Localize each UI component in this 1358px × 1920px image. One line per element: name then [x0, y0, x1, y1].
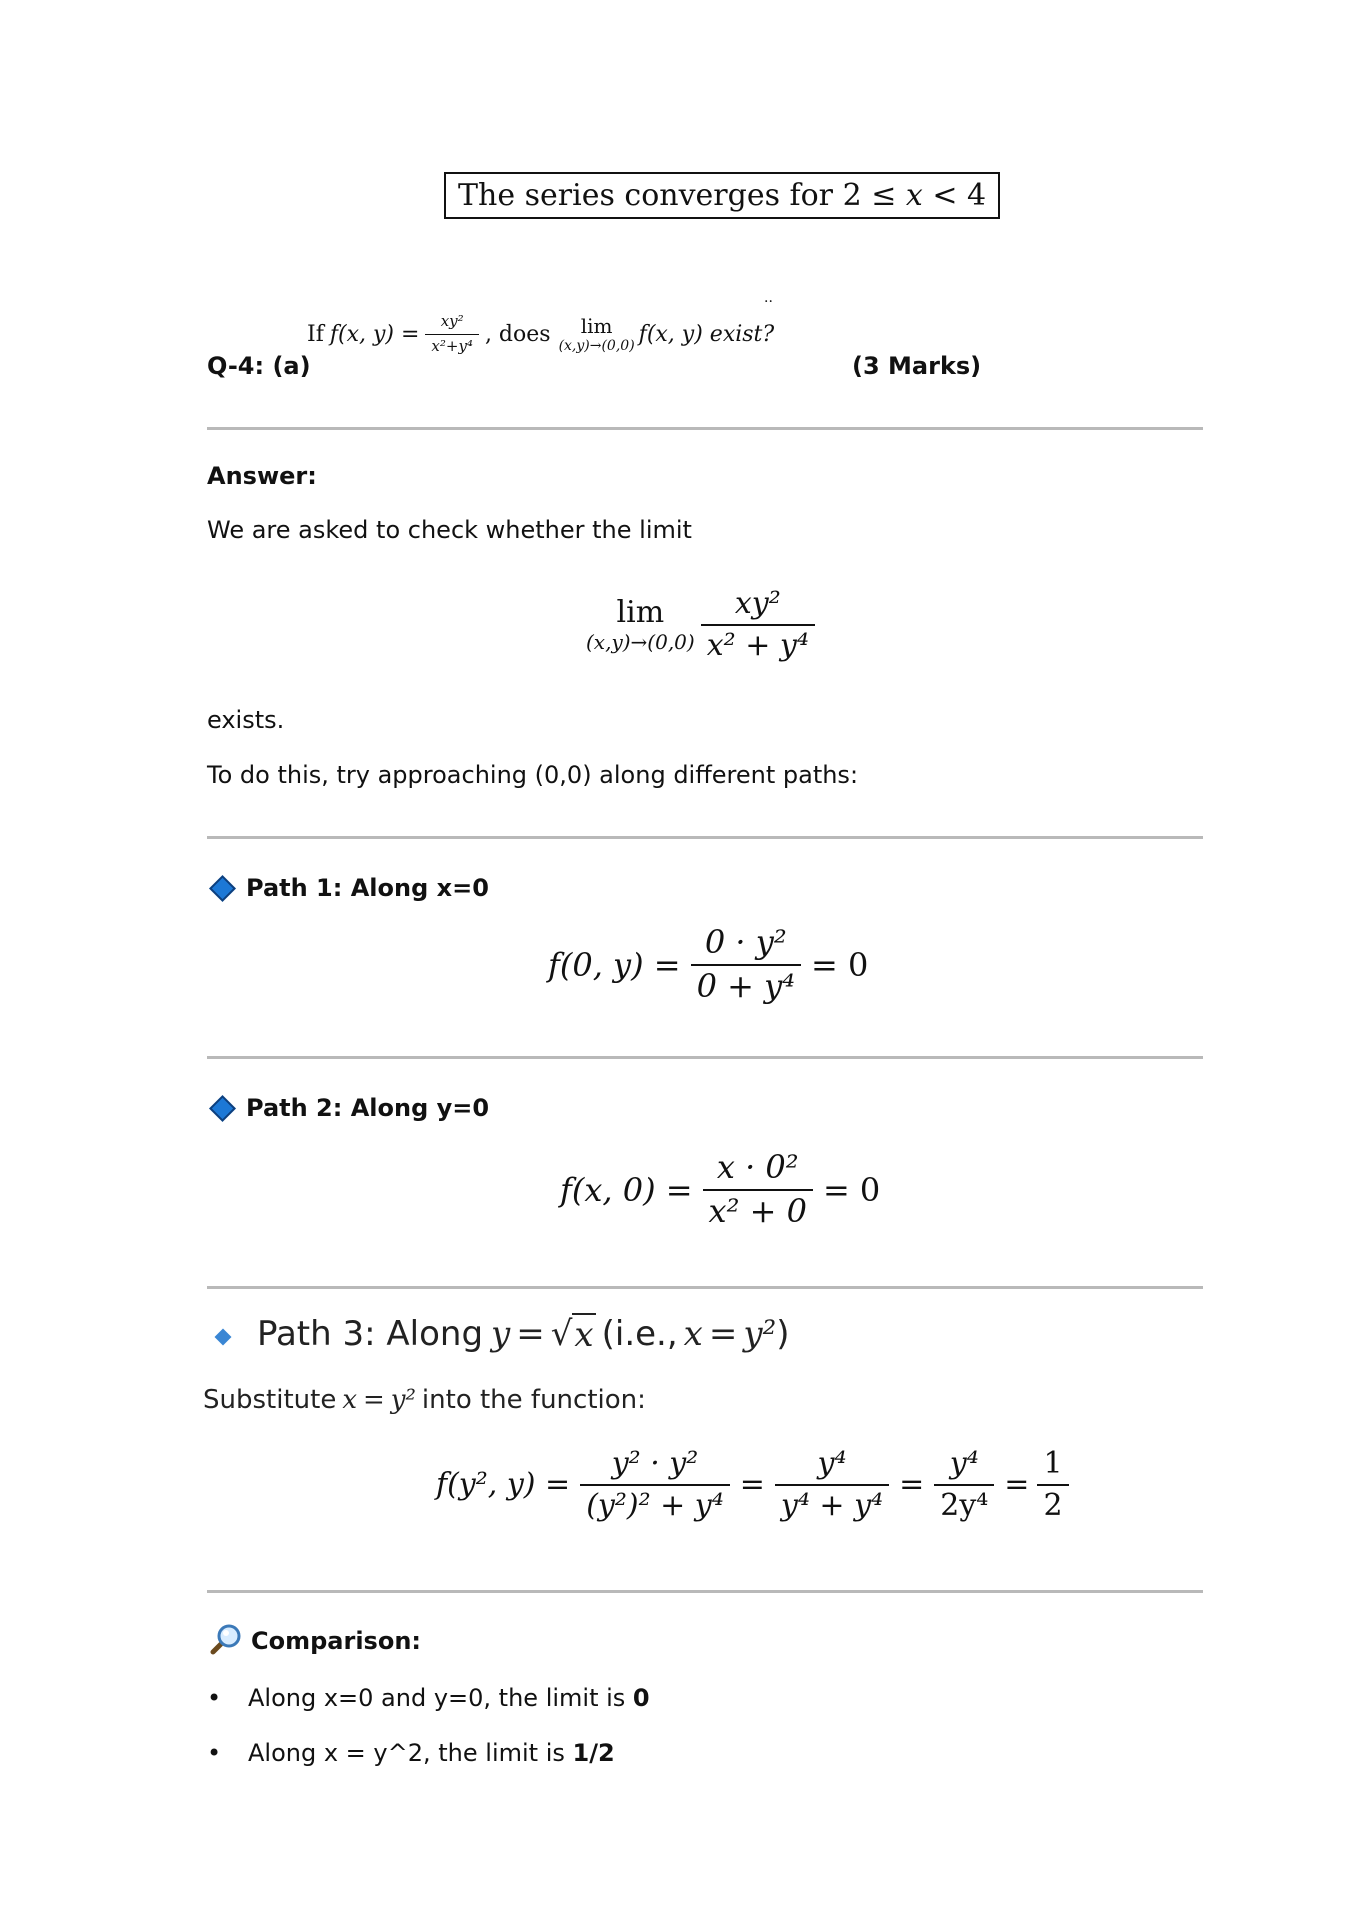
comparison-item-2-value: 1/2 — [572, 1739, 615, 1767]
comparison-item-2-text: Along x = y^2, the limit is — [248, 1739, 573, 1767]
path3-sub-b: into the function: — [421, 1385, 646, 1415]
path3-title-sqrt: x — [574, 1315, 594, 1355]
path1-num: 0 · y² — [704, 923, 787, 961]
comparison-item-1-value: 0 — [632, 1684, 650, 1712]
path3-f1-den: (y²)² + y⁴ — [580, 1484, 730, 1522]
comparison-heading: Comparison: — [251, 1627, 422, 1655]
path2-lhs: f(x, 0) = — [560, 1170, 693, 1209]
answer-lim-sub: (x,y)→(0,0) — [586, 630, 695, 654]
path1-den: 0 + y⁴ — [691, 964, 801, 1004]
path3-fraction-1 — [580, 1448, 730, 1521]
path1-rhs: = 0 — [811, 945, 869, 984]
question-marks: (3 Marks) — [852, 352, 982, 380]
divider — [207, 1590, 1203, 1593]
answer-fraction — [701, 588, 815, 661]
question-den: x²+y⁴ — [425, 334, 479, 355]
comparison-item-1-text: Along x=0 and y=0, the limit is — [248, 1684, 633, 1712]
result-lt: < — [922, 178, 968, 213]
question-lim-sub: (x,y)→(0,0) — [558, 338, 635, 355]
divider — [207, 836, 1203, 839]
path1-fraction — [691, 923, 801, 1005]
result-box — [444, 172, 1000, 219]
path2-title: Path 2: Along y=0 — [246, 1094, 490, 1122]
answer-todo: To do this, try approaching (0,0) along different paths: — [207, 761, 859, 789]
path3-f2-num: y⁴ — [817, 1446, 847, 1481]
path2-equation — [560, 1148, 881, 1230]
result-left: 2 — [842, 178, 862, 213]
magnifier-icon — [207, 1622, 243, 1658]
path3-title-ie: (i.e., — [601, 1314, 678, 1354]
path3-f4-num: 1 — [1043, 1446, 1063, 1481]
divider — [207, 427, 1203, 430]
path1-title: Path 1: Along x=0 — [246, 874, 489, 902]
question-if: If — [307, 321, 324, 347]
question-fx: f(x, y) = — [329, 321, 420, 347]
path3-fraction-3 — [934, 1448, 994, 1521]
path3-title-close: ) — [776, 1314, 790, 1354]
question-dots: ·· — [764, 294, 773, 310]
path3-title-x: x — [683, 1314, 703, 1354]
answer-limit-display — [586, 588, 821, 661]
question-num: xy² — [440, 312, 464, 330]
path3-equation — [436, 1448, 1077, 1521]
result-right: 4 — [967, 178, 987, 213]
question-exist: f(x, y) exist? — [638, 321, 775, 347]
path3-f3-num: y⁴ — [949, 1446, 979, 1481]
answer-exists: exists. — [207, 706, 285, 734]
path2-num: x · 0² — [716, 1148, 799, 1186]
result-var: x — [905, 178, 923, 213]
path3-title-y2: y² — [743, 1314, 777, 1354]
question-lim: lim — [580, 314, 613, 339]
result-le: ≤ — [861, 178, 906, 213]
path3-lhs: f(y², y) = — [436, 1467, 571, 1502]
path3-substitute — [203, 1385, 646, 1415]
blue-diamond-icon — [209, 1095, 236, 1122]
path3-title-a: Path 3: Along — [257, 1314, 484, 1354]
path3-eq-2: = — [899, 1467, 925, 1502]
path1-lhs: f(0, y) = — [548, 945, 681, 984]
sqrt-symbol: √ — [550, 1314, 573, 1354]
path3-sub-y: y² — [390, 1385, 416, 1415]
answer-heading: Answer: — [207, 462, 317, 490]
path3-f3-den: 2y⁴ — [934, 1484, 994, 1522]
answer-den: x² + y⁴ — [701, 624, 815, 662]
path3-sub-x: x — [342, 1385, 357, 1415]
path3-fraction-2 — [775, 1448, 889, 1521]
path2-fraction — [703, 1148, 813, 1230]
question-limit — [559, 314, 635, 354]
blue-diamond-icon — [215, 1329, 232, 1346]
question-fraction — [425, 314, 479, 355]
path3-eq-3: = — [1004, 1467, 1030, 1502]
divider — [207, 1286, 1203, 1289]
comparison-item-1 — [248, 1684, 650, 1712]
bullet-icon: • — [207, 1684, 222, 1712]
path3-title — [257, 1313, 789, 1355]
path3-title-y: y — [491, 1314, 511, 1354]
bullet-icon: • — [207, 1739, 222, 1767]
result-prefix: The series converges for — [458, 178, 843, 213]
divider — [207, 1056, 1203, 1059]
question-does: , does — [484, 321, 551, 347]
path2-den: x² + 0 — [703, 1189, 813, 1229]
path3-fraction-4 — [1037, 1448, 1068, 1521]
answer-num: xy² — [734, 586, 781, 621]
path3-eq-1: = — [739, 1467, 765, 1502]
answer-intro: We are asked to check whether the limit — [207, 516, 692, 544]
path3-f1-num: y² · y² — [611, 1446, 699, 1481]
path3-f2-den: y⁴ + y⁴ — [775, 1484, 889, 1522]
path3-title-eq2: = — [708, 1314, 738, 1354]
path3-f4-den: 2 — [1037, 1484, 1068, 1522]
question-statement — [307, 314, 774, 355]
answer-lim: lim — [616, 595, 665, 630]
question-label: Q-4: (a) — [207, 352, 311, 380]
path2-rhs: = 0 — [822, 1170, 881, 1209]
blue-diamond-icon — [209, 875, 236, 902]
path1-equation — [548, 923, 869, 1005]
comparison-item-2 — [248, 1739, 615, 1767]
path3-title-eq: = — [516, 1314, 545, 1354]
path3-sub-a: Substitute — [203, 1385, 337, 1415]
answer-limit — [586, 595, 695, 654]
path3-sub-eq: = — [363, 1385, 385, 1415]
